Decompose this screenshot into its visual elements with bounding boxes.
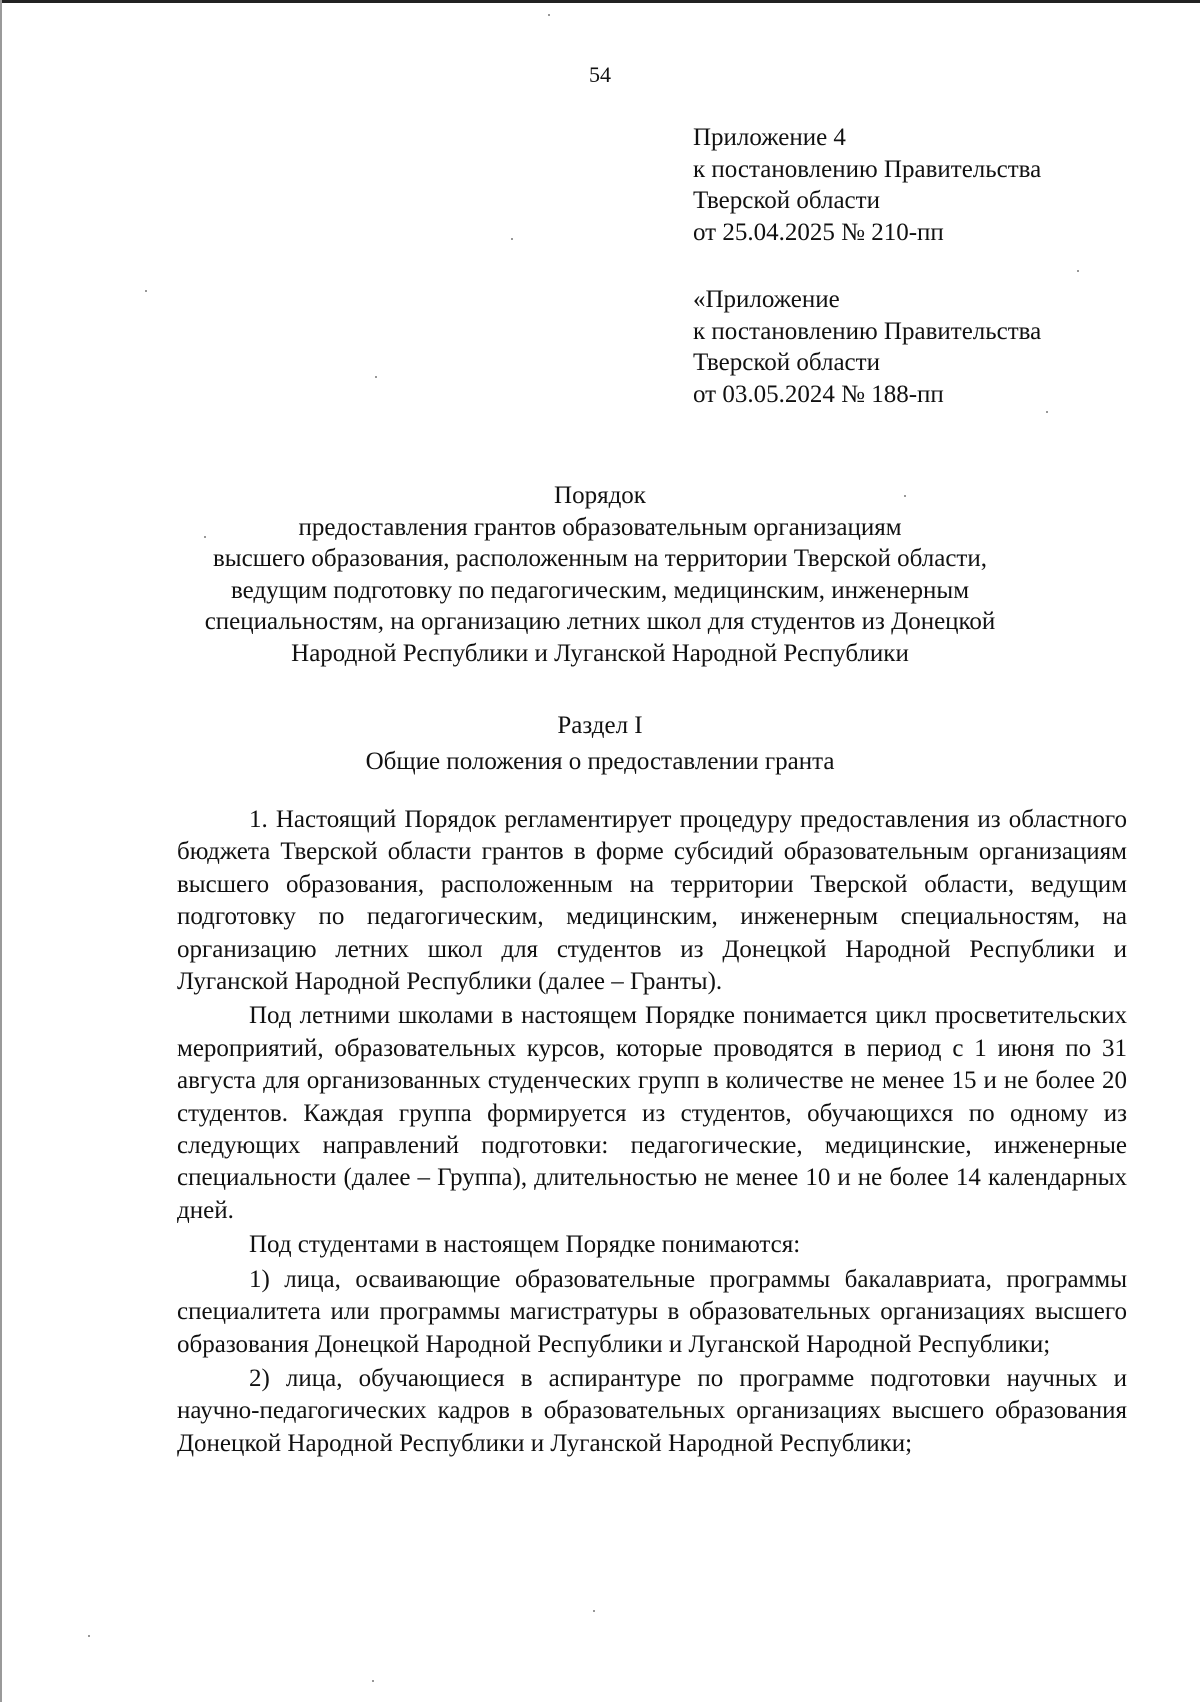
paragraph: 1. Настоящий Порядок регламентирует процедуру предоставления из областного бюджета Тверской области грантов в форме субсидий образовательным организациям высшего образования, расположенным на территории Тверской области, ведущим подготовку по педагогическим, медицинским, инженерным специальностям, на организацию летних школ для студентов из Донецкой Народной Республики и Луганской Народной Республики (далее – Гранты). (177, 806, 1127, 996)
scan-speck (511, 238, 513, 240)
scan-speck (1077, 270, 1079, 272)
appendix-line: Тверской области (693, 349, 880, 376)
body-text (177, 804, 1127, 1460)
title-line: высшего образования, расположенным на территории Тверской области, (213, 545, 987, 572)
title-line: предоставления грантов образовательным организациям (298, 513, 902, 541)
scan-speck (1046, 411, 1048, 413)
paragraph: Под летними школами в настоящем Порядке понимается цикл просветительских мероприятий, образовательных курсов, которые проводятся в период с 1 июня по 31 августа для организованных студенческих групп в количестве не менее 15 и не более 20 студентов. Каждая группа формируется из студентов, обучающихся по одному из следующих направлений подготовки: педагогические, медицинские, инженерные специальности (далее – Группа), длительностью не менее 10 и не более 14 календарных дней. (177, 1002, 1127, 1224)
appendix-line: Приложение 4 (693, 124, 846, 151)
title-line: Порядок (554, 482, 646, 509)
appendix-line: от 25.04.2025 № 210-пп (693, 218, 944, 246)
appendix-line: от 03.05.2024 № 188-пп (693, 380, 944, 408)
scan-speck (375, 376, 377, 378)
scan-border-left (0, 0, 2, 1702)
title-line: ведущим подготовку по педагогическим, медицинским, инженерным (230, 576, 970, 604)
section-heading (100, 708, 1100, 780)
section-name: Общие положения о предоставлении гранта (365, 748, 835, 775)
scan-border-top (0, 0, 1200, 3)
appendix-line: «Приложение (693, 286, 840, 313)
appendix-header-current (693, 122, 1041, 248)
document-title (100, 480, 1100, 669)
section-number: Раздел I (557, 712, 643, 739)
appendix-line: к постановлению Правительства (693, 155, 1042, 183)
list-item: 2) лица, обучающиеся в аспирантуре по программе подготовки научных и научно-педагогических кадров в образовательных организациях высшего образования Донецкой Народной Республики и Луганской Народной Республики; (177, 1364, 1127, 1457)
scan-speck (548, 14, 550, 16)
scan-speck (593, 1610, 595, 1612)
scan-speck (372, 1680, 374, 1682)
scan-speck (145, 290, 147, 292)
title-line: специальностям, на организацию летних школ для студентов из Донецкой (204, 608, 996, 635)
scan-speck (904, 495, 906, 497)
appendix-line: Тверской области (693, 187, 880, 214)
appendix-header-quoted (693, 284, 1041, 410)
page-number: 54 (589, 62, 611, 87)
appendix-line: к постановлению Правительства (693, 317, 1042, 345)
scan-speck (204, 536, 206, 538)
scan-speck (88, 1635, 90, 1637)
paragraph: Под студентами в настоящем Порядке понимаются: (249, 1231, 801, 1259)
list-item: 1) лица, осваивающие образовательные программы бакалавриата, программы специалитета или программы магистратуры в образовательных организациях высшего образования Донецкой Народной Республики и Луганской Народной Республики; (177, 1265, 1127, 1358)
title-line: Народной Республики и Луганской Народной Республики (291, 639, 909, 667)
